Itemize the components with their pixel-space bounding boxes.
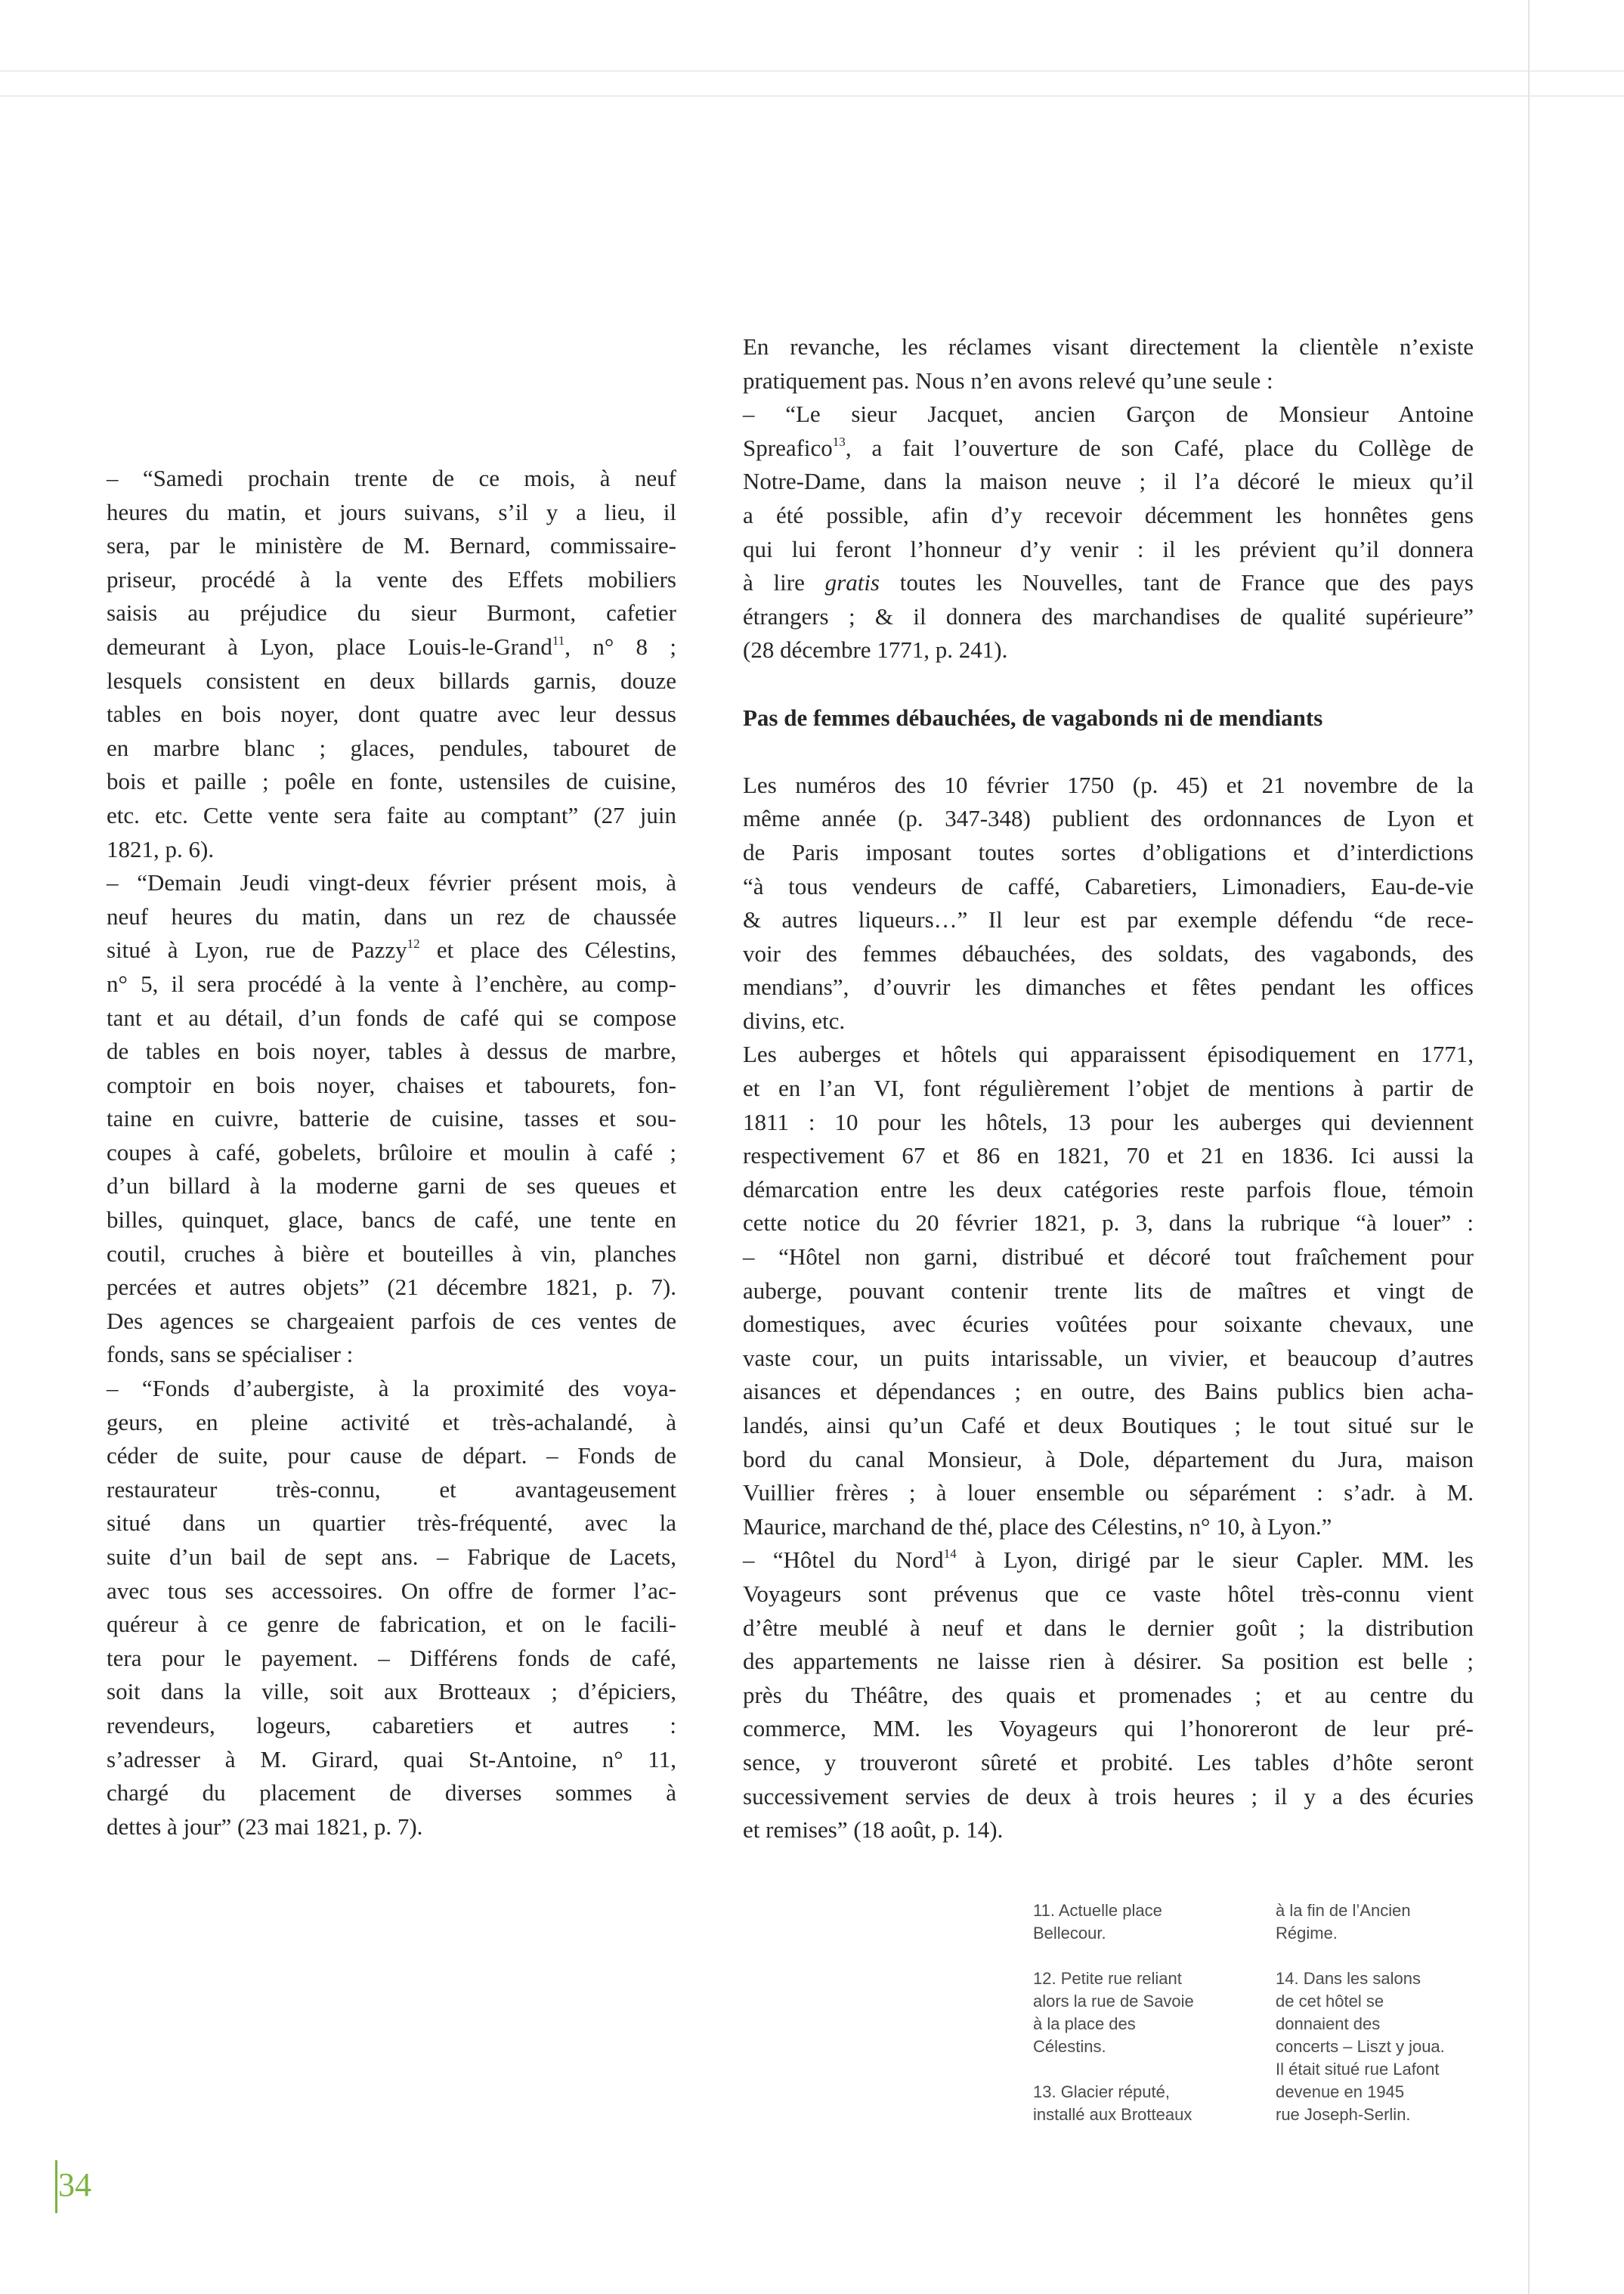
text-line — [743, 1206, 1474, 1240]
text-line — [743, 465, 1474, 499]
text-segment: , n° 8 ; — [565, 633, 676, 660]
text-line — [743, 903, 1474, 937]
text-line — [107, 462, 676, 496]
text-segment: revendeurs, logeurs, cabaretiers et autres : — [107, 1711, 676, 1738]
footnote-ref: 14 — [943, 1546, 957, 1562]
text-line — [743, 1746, 1474, 1780]
text-segment: bois et paille ; poêle en fonte, ustensiles de cuisine, — [107, 768, 676, 795]
footnote-line: à la place des — [1033, 2014, 1136, 2033]
text-segment: a été possible, afin d’y recevoir décemment les honnêtes gens — [743, 501, 1474, 528]
footnote-line: 11. Actuelle place — [1033, 1901, 1162, 1920]
text-segment: 1811 : 10 pour les hôtels, 13 pour les auberges qui deviennent — [743, 1108, 1474, 1135]
text-segment: heures du matin, et jours suivans, s’il y a lieu, il — [107, 498, 676, 525]
text-line — [743, 802, 1474, 836]
text-line — [107, 1237, 676, 1271]
text-segment: d’être meublé à neuf et dans le dernier goût ; la distribution — [743, 1614, 1474, 1641]
text-line — [743, 633, 1474, 667]
text-line — [107, 664, 676, 698]
text-segment: en marbre blanc ; glaces, pendules, tabouret de — [107, 734, 676, 761]
text-segment: Pas de femmes débauchées, de vagabonds ni de mendiants — [743, 704, 1323, 731]
text-segment: Les auberges et hôtels qui apparaissent épisodiquement en 1771, — [743, 1041, 1474, 1068]
text-segment: situé dans un quartier très-fréquenté, avec la — [107, 1509, 676, 1537]
text-segment: d’un billard à la moderne garni de ses queues et — [107, 1172, 676, 1200]
footnote-line: concerts – Liszt y joua. — [1276, 2037, 1445, 2056]
text-segment: et remises” (18 août, p. 14). — [743, 1816, 1004, 1844]
text-line — [743, 1476, 1474, 1510]
text-segment: fonds, sans se spécialiser : — [107, 1341, 354, 1368]
footnote-ref: 12 — [407, 936, 420, 952]
footnotes-column-1 — [1033, 1899, 1214, 2126]
text-segment: voir des femmes débauchées, des soldats, des vagabonds, des — [743, 940, 1474, 967]
text-line — [107, 1169, 676, 1203]
text-line — [107, 1439, 676, 1473]
text-segment: aisances et dépendances ; en outre, des Bains publics bien acha- — [743, 1378, 1474, 1405]
text-line — [107, 866, 676, 900]
text-line — [743, 330, 1474, 364]
text-segment: lesquels consistent en deux billards garnis, douze — [107, 667, 676, 694]
footnote-line: 13. Glacier réputé, — [1033, 2082, 1170, 2101]
text-segment: et place des Célestins, — [419, 936, 676, 964]
text-line — [743, 836, 1474, 870]
text-line — [107, 1271, 676, 1305]
text-line — [107, 698, 676, 732]
text-segment: sence, y trouveront sûreté et probité. Les tables d’hôte seront — [743, 1748, 1474, 1775]
text-line — [743, 870, 1474, 904]
footnote-line: à la fin de l’Ancien — [1276, 1901, 1411, 1920]
footnote-ref: 13 — [832, 435, 846, 449]
text-line — [743, 1308, 1474, 1342]
text-segment: vaste cour, un puits intarissable, un vivier, et beaucoup d’autres — [743, 1344, 1474, 1371]
text-segment: suite d’un bail de sept ans. – Fabrique de Lacets, — [107, 1543, 676, 1570]
text-segment: toutes les Nouvelles, tant de France que des pays — [880, 569, 1474, 596]
text-segment: – “Fonds d’aubergiste, à la proximité des voya- — [107, 1375, 676, 1402]
footnote-line: Régime. — [1276, 1924, 1338, 1943]
text-segment: restaurateur très-connu, et avantageusement — [107, 1475, 676, 1503]
text-line — [743, 1409, 1474, 1443]
text-segment: Les numéros des 10 février 1750 (p. 45) et 21 novembre de la — [743, 771, 1474, 798]
text-segment: – “Hôtel non garni, distribué et décoré tout fraîchement pour — [743, 1243, 1474, 1271]
footnote-ref: 11 — [552, 633, 565, 649]
text-segment: etc. etc. Cette vente sera faite au comptant” (27 juin — [107, 801, 676, 828]
text-segment: respectivement 67 et 86 en 1821, 70 et 21 en 1836. Ici aussi la — [743, 1142, 1474, 1169]
text-segment: taine en cuivre, batterie de cuisine, tasses et sou- — [107, 1105, 676, 1132]
text-segment: Voyageurs sont prévenus que ce vaste hôtel très-connu vient — [743, 1580, 1474, 1607]
text-segment: s’adresser à M. Girard, quai St-Antoine, n° 11, — [107, 1745, 676, 1772]
text-line — [743, 364, 1474, 398]
text-segment: – “Demain Jeudi vingt-deux février présent mois, à — [107, 869, 676, 896]
text-line — [107, 1069, 676, 1103]
italic-text: gratis — [824, 569, 880, 596]
text-segment: saisis au préjudice du sieur Burmont, cafetier — [107, 599, 676, 627]
blank-line — [743, 735, 1474, 769]
text-segment: percées et autres objets” (21 décembre 1821, p. 7). — [107, 1274, 676, 1301]
text-line — [743, 1645, 1474, 1679]
text-line — [743, 971, 1474, 1005]
section-heading — [743, 701, 1474, 735]
text-line — [107, 1776, 676, 1810]
text-line — [743, 432, 1474, 466]
text-segment: des appartements ne laisse rien à désirer. Sa position est belle ; — [743, 1648, 1474, 1675]
text-line — [107, 1102, 676, 1136]
text-segment: – “Samedi prochain trente de ce mois, à neuf — [107, 465, 676, 491]
text-line — [107, 496, 676, 530]
text-segment: chargé du placement de diverses sommes à — [107, 1779, 676, 1806]
text-segment: (28 décembre 1771, p. 241). — [743, 636, 1008, 664]
text-line — [743, 1072, 1474, 1106]
text-line — [107, 1574, 676, 1608]
text-line — [743, 1173, 1474, 1207]
text-segment: En revanche, les réclames visant directement la clientèle n’existe — [743, 333, 1474, 360]
text-segment: dettes à jour” (23 mai 1821, p. 7). — [107, 1813, 423, 1840]
text-line — [107, 967, 676, 1001]
text-segment: situé à Lyon, rue de Pazzy — [107, 936, 407, 964]
text-line — [743, 499, 1474, 533]
text-line — [107, 765, 676, 799]
text-segment: démarcation entre les deux catégories reste parfois floue, témoin — [743, 1175, 1474, 1203]
text-segment: demeurant à Lyon, place Louis-le-Grand — [107, 633, 552, 660]
text-segment: & autres liqueurs…” Il leur est par exemple défendu “de rece- — [743, 906, 1474, 933]
text-segment: cette notice du 20 février 1821, p. 3, dans la rubrique “à louer” : — [743, 1209, 1474, 1237]
text-line — [107, 1372, 676, 1406]
footnote-line: Bellecour. — [1033, 1924, 1106, 1943]
text-segment: Vuillier frères ; à louer ensemble ou séparément : s’adr. à M. — [743, 1479, 1474, 1506]
footnote-line: devenue en 1945 — [1276, 2082, 1405, 2101]
text-segment: “à tous vendeurs de caffé, Cabaretiers, Limonadiers, Eau-de-vie — [743, 872, 1474, 899]
footnote-line — [1276, 1945, 1472, 1967]
text-line — [743, 1712, 1474, 1746]
text-line — [743, 398, 1474, 432]
footnote-line: Il était situé rue Lafont — [1276, 2060, 1440, 2079]
text-segment: comptoir en bois noyer, chaises et tabourets, fon- — [107, 1071, 676, 1098]
text-segment: auberge, pouvant contenir trente lits de maîtres et vingt de — [743, 1277, 1474, 1304]
text-segment: qui lui feront l’honneur d’y venir : il les prévient qu’il donnera — [743, 535, 1474, 562]
text-segment: divins, etc. — [743, 1007, 846, 1034]
text-line — [743, 600, 1474, 634]
text-line — [107, 799, 676, 833]
footnote-line: rue Joseph-Serlin. — [1276, 2105, 1411, 2124]
text-segment: avec tous ses accessoires. On offre de former l’ac- — [107, 1577, 676, 1604]
text-segment: successivement servies de deux à trois heures ; il y a des écuries — [743, 1782, 1474, 1810]
text-segment: tant et au détail, d’un fonds de café qui se compose — [107, 1004, 676, 1031]
text-line — [743, 533, 1474, 567]
text-line — [107, 900, 676, 934]
right-text-column — [743, 330, 1474, 1847]
text-line — [107, 1035, 676, 1069]
text-line — [107, 1709, 676, 1743]
text-segment: mendians”, d’ouvrir les dimanches et fêtes pendant les offices — [743, 974, 1474, 1001]
text-segment: même année (p. 347-348) publient des ordonnances de Lyon et — [743, 805, 1474, 832]
text-segment: – “Le sieur Jacquet, ancien Garçon de Monsieur Antoine — [743, 401, 1474, 428]
page-edge-rule — [1528, 0, 1530, 2294]
text-segment: geurs, en pleine activité et très-achalandé, à — [107, 1408, 676, 1435]
footnote-line: de cet hôtel se — [1276, 1992, 1384, 2011]
text-line — [743, 1240, 1474, 1274]
footnotes-column-2 — [1276, 1899, 1472, 2126]
text-line — [743, 1780, 1474, 1814]
text-line — [743, 1443, 1474, 1477]
text-line — [743, 1611, 1474, 1645]
text-line — [107, 1743, 676, 1777]
text-segment: domestiques, avec écuries voûtées pour soixante chevaux, une — [743, 1311, 1474, 1338]
text-line — [743, 1813, 1474, 1847]
text-line — [107, 1608, 676, 1642]
text-segment: près du Théâtre, des quais et promenades ; et au centre du — [743, 1681, 1474, 1708]
text-line — [743, 1375, 1474, 1409]
text-segment: neuf heures du matin, dans un rez de chaussée — [107, 902, 676, 930]
text-line — [743, 1510, 1474, 1544]
text-line — [107, 1675, 676, 1709]
text-segment: quéreur à ce genre de fabrication, et on le facili- — [107, 1611, 676, 1638]
top-rule-secondary — [0, 95, 1624, 97]
left-text-column — [107, 462, 676, 1844]
text-line — [107, 1305, 676, 1339]
text-line — [107, 1136, 676, 1170]
text-line — [107, 1506, 676, 1540]
text-line — [107, 529, 676, 563]
text-segment: étrangers ; & il donnera des marchandises de qualité supérieure” — [743, 602, 1474, 630]
text-line — [107, 1406, 676, 1440]
text-segment: commerce, MM. les Voyageurs qui l’honoreront de leur pré- — [743, 1715, 1474, 1742]
text-line — [743, 769, 1474, 803]
text-segment: de tables en bois noyer, tables à dessus de marbre, — [107, 1038, 676, 1065]
text-segment: bord du canal Monsieur, à Dole, département du Jura, maison — [743, 1445, 1474, 1472]
text-line — [107, 630, 676, 664]
text-segment: à lire — [743, 569, 825, 596]
text-line — [107, 1473, 676, 1507]
text-segment: coupes à café, gobelets, brûloire et moulin à café ; — [107, 1138, 676, 1166]
text-segment: , a fait l’ouverture de son Café, place du Collège de — [845, 434, 1474, 461]
text-segment: coutil, cruches à bière et bouteilles à vin, planches — [107, 1240, 676, 1267]
text-line — [107, 1540, 676, 1574]
footnote-line: donnaient des — [1276, 2014, 1381, 2033]
footnote-line — [1033, 1945, 1214, 1967]
page-number-bar — [55, 2160, 57, 2213]
text-line — [107, 563, 676, 597]
text-line — [743, 1543, 1474, 1577]
text-segment: sera, par le ministère de M. Bernard, commissaire- — [107, 532, 676, 559]
text-line — [107, 833, 676, 867]
text-line — [107, 1810, 676, 1844]
footnote-line: alors la rue de Savoie — [1033, 1992, 1194, 2011]
text-segment: soit dans la ville, soit aux Brotteaux ; d’épiciers, — [107, 1678, 676, 1705]
text-line — [743, 937, 1474, 971]
text-line — [743, 1342, 1474, 1376]
text-segment: pratiquement pas. Nous n’en avons relevé qu’une seule : — [743, 367, 1273, 394]
text-segment: tera pour le payement. – Différens fonds de café, — [107, 1644, 676, 1671]
text-segment: de Paris imposant toutes sortes d’obligations et d’interdictions — [743, 838, 1474, 865]
text-segment: – “Hôtel du Nord — [743, 1546, 944, 1574]
text-line — [743, 1577, 1474, 1611]
top-rule — [0, 70, 1624, 72]
footnote-line: 12. Petite rue reliant — [1033, 1969, 1182, 1988]
text-line — [743, 1139, 1474, 1173]
text-segment: landés, ainsi qu’un Café et deux Boutiques ; le tout situé sur le — [743, 1412, 1474, 1438]
text-segment: à Lyon, dirigé par le sieur Capler. MM. les — [956, 1546, 1474, 1574]
text-segment: céder de suite, pour cause de départ. – Fonds de — [107, 1442, 676, 1469]
text-line — [743, 1106, 1474, 1140]
footnote-line: 14. Dans les salons — [1276, 1969, 1421, 1988]
text-segment: billes, quinquet, glace, bancs de café, une tente en — [107, 1206, 676, 1234]
footnote-line: Célestins. — [1033, 2037, 1106, 2056]
text-segment: n° 5, il sera procédé à la vente à l’enchère, au comp- — [107, 970, 676, 997]
footnote-line: installé aux Brotteaux — [1033, 2105, 1192, 2124]
page-number: 34 — [58, 2166, 91, 2203]
footnote-line — [1033, 2058, 1214, 2081]
text-line — [743, 1679, 1474, 1713]
text-line — [743, 1038, 1474, 1072]
text-segment: Maurice, marchand de thé, place des Célestins, n° 10, à Lyon.” — [743, 1512, 1332, 1540]
text-segment: Notre-Dame, dans la maison neuve ; il l’a décoré le mieux qu’il — [743, 468, 1474, 495]
text-line — [743, 1274, 1474, 1308]
text-line — [743, 566, 1474, 600]
text-segment: 1821, p. 6). — [107, 835, 215, 862]
text-line — [107, 1001, 676, 1036]
text-segment: Spreafico — [743, 434, 833, 461]
blank-line — [743, 667, 1474, 701]
text-line — [107, 732, 676, 766]
text-line — [107, 1642, 676, 1676]
text-segment: et en l’an VI, font régulièrement l’objet de mentions à partir de — [743, 1075, 1474, 1102]
text-segment: priseur, procédé à la vente des Effets mobiliers — [107, 565, 676, 593]
text-line — [107, 1203, 676, 1237]
text-line — [107, 1338, 676, 1372]
text-line — [107, 933, 676, 967]
text-line — [743, 1005, 1474, 1039]
text-line — [107, 596, 676, 630]
text-segment: tables en bois noyer, dont quatre avec leur dessus — [107, 701, 676, 728]
text-segment: Des agences se chargeaient parfois de ces ventes de — [107, 1307, 676, 1334]
